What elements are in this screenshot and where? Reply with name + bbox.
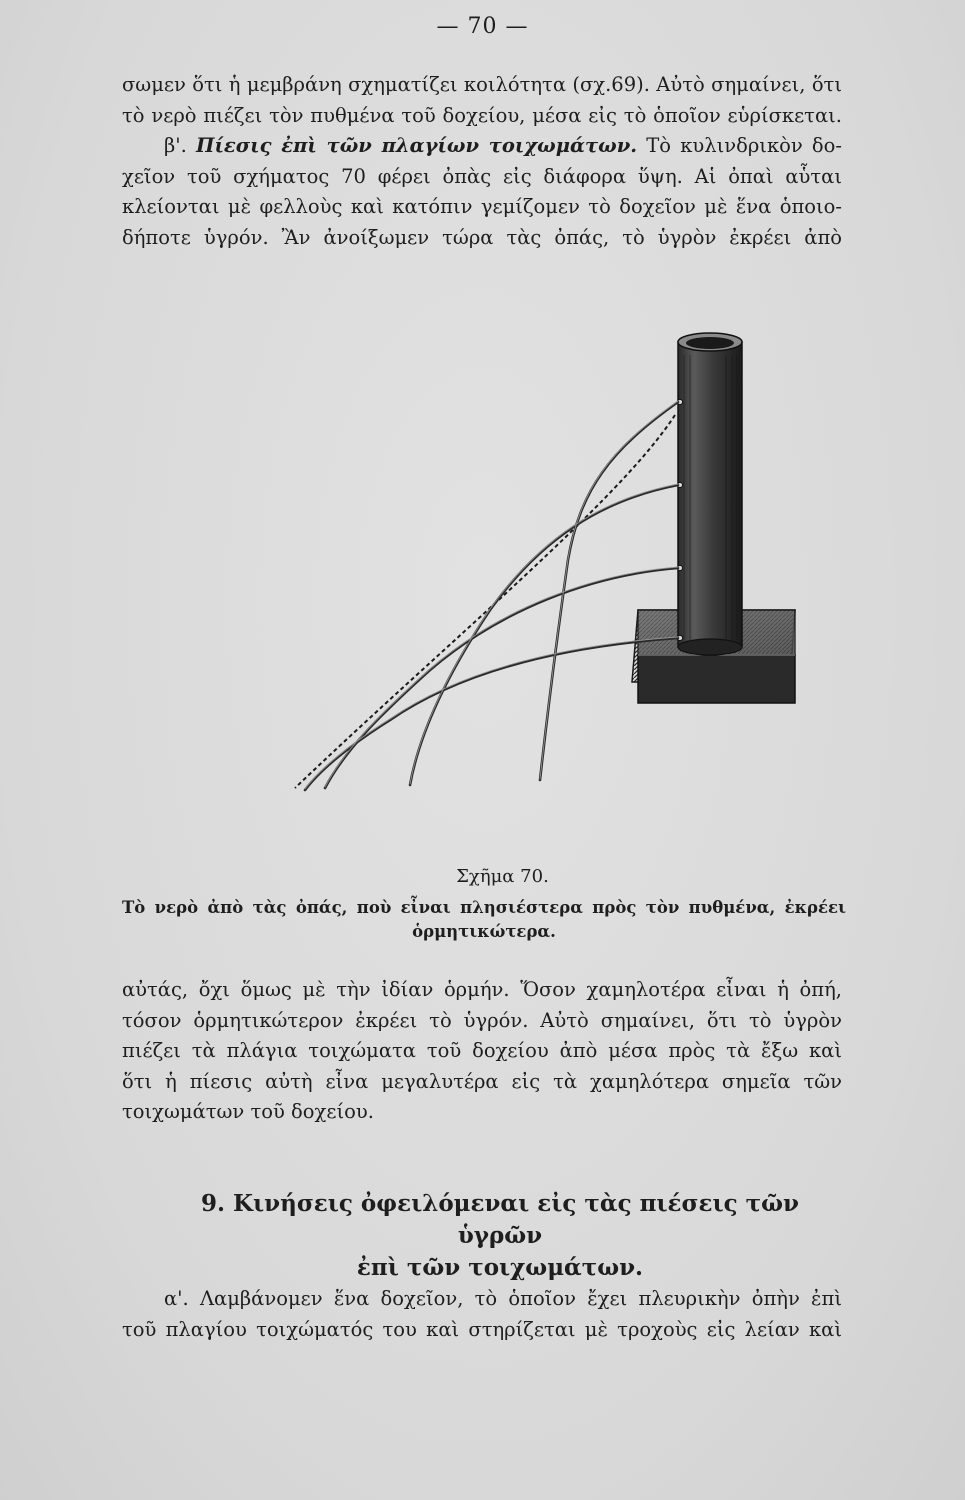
text-line: ὅτι ἡ πίεσις αὐτὴ εἶνα μεγαλυτέρα εἰς τὰ χαμηλότερα σημεῖα τῶν [122, 1069, 842, 1093]
paragraph-top [122, 70, 842, 253]
text-line: τόσον ὁρμητικώτερον ἐκρέει τὸ ὑγρόν. Αὐτὸ σημαίνει, ὅτι τὸ ὑγρὸν [122, 1008, 842, 1032]
cylinder-jets-illustration [250, 310, 810, 850]
caption-line: Τὸ νερὸ ἀπὸ τὰς ὀπάς, ποὺ εἶναι πλησιέστερα πρὸς τὸν πυθμένα, ἐκρέει [122, 898, 846, 917]
subsection-title: Πίεσις ἐπὶ τῶν πλαγίων τοιχωμάτων. [196, 134, 638, 157]
subsection-line [122, 131, 842, 162]
text-line: α'. Λαμβάνομεν ἕνα δοχεῖον, τὸ ὁποῖον ἔχει πλευρικὴν ὀπὴν ἐπὶ [164, 1287, 842, 1310]
text-line: σωμεν ὅτι ἡ μεμβράνη σχηματίζει κοιλότητα (σχ.69). Αὐτὸ σημαίνει, ὅτι [122, 73, 842, 96]
section-heading [160, 1188, 840, 1284]
water-jets [305, 402, 678, 790]
text-line: πιέζει τὰ πλάγια τοιχώματα τοῦ δοχείου ἀπὸ μέσα πρὸς τὰ ἔξω καὶ [122, 1039, 842, 1062]
envelope-dotted-line [295, 415, 675, 788]
text-line: κλείονται μὲ φελλοὺς καὶ κατόπιν γεμίζομεν τὸ δοχεῖον μὲ ἕνα ὁποιο- [122, 195, 842, 218]
text-line: τοιχωμάτων τοῦ δοχείου. [122, 1100, 374, 1123]
text-line: τὸ νερὸ πιέζει τὸν πυθμένα τοῦ δοχείου, μέσα εἰς τὸ ὁποῖον εὑρίσκεται. [122, 103, 842, 127]
subsection-marker: β'. [164, 134, 197, 157]
section-heading-line: 9. Κινήσεις ὀφειλόμεναι εἰς τὰς πιέσεις τῶν ὑγρῶν [201, 1190, 799, 1249]
paragraph-middle [122, 975, 842, 1128]
figure-caption-title: Σχῆμα 70. [456, 866, 549, 887]
caption-line: ὁρμητικώτερα. [412, 922, 556, 941]
subsection-text: Τὸ κυλινδρικὸν δο- [637, 134, 843, 157]
text-line: τοῦ πλαγίου τοιχώματός του καὶ στηρίζεται μὲ τροχοὺς εἰς λείαν καὶ [122, 1317, 842, 1341]
text-line: δήποτε ὑγρόν. Ἂν ἀνοίξωμεν τώρα τὰς ὀπάς, τὸ ὑγρὸν ἐκρέει ἀπὸ [122, 225, 842, 249]
paragraph-bottom [122, 1284, 842, 1345]
figure-caption [122, 896, 846, 944]
page-number: — 70 — [436, 14, 529, 39]
text-line: χεῖον τοῦ σχήματος 70 φέρει ὀπὰς εἰς διάφορα ὕψη. Αἱ ὀπαὶ αὗται [122, 164, 842, 188]
text-line: αὐτάς, ὄχι ὅμως μὲ τὴν ἰδίαν ὁρμήν. Ὅσον χαμηλοτέρα εἶναι ἡ ὀπή, [122, 978, 842, 1001]
cylinder-vessel [678, 333, 742, 655]
section-heading-line: ἐπὶ τῶν τοιχωμάτων. [356, 1254, 644, 1281]
